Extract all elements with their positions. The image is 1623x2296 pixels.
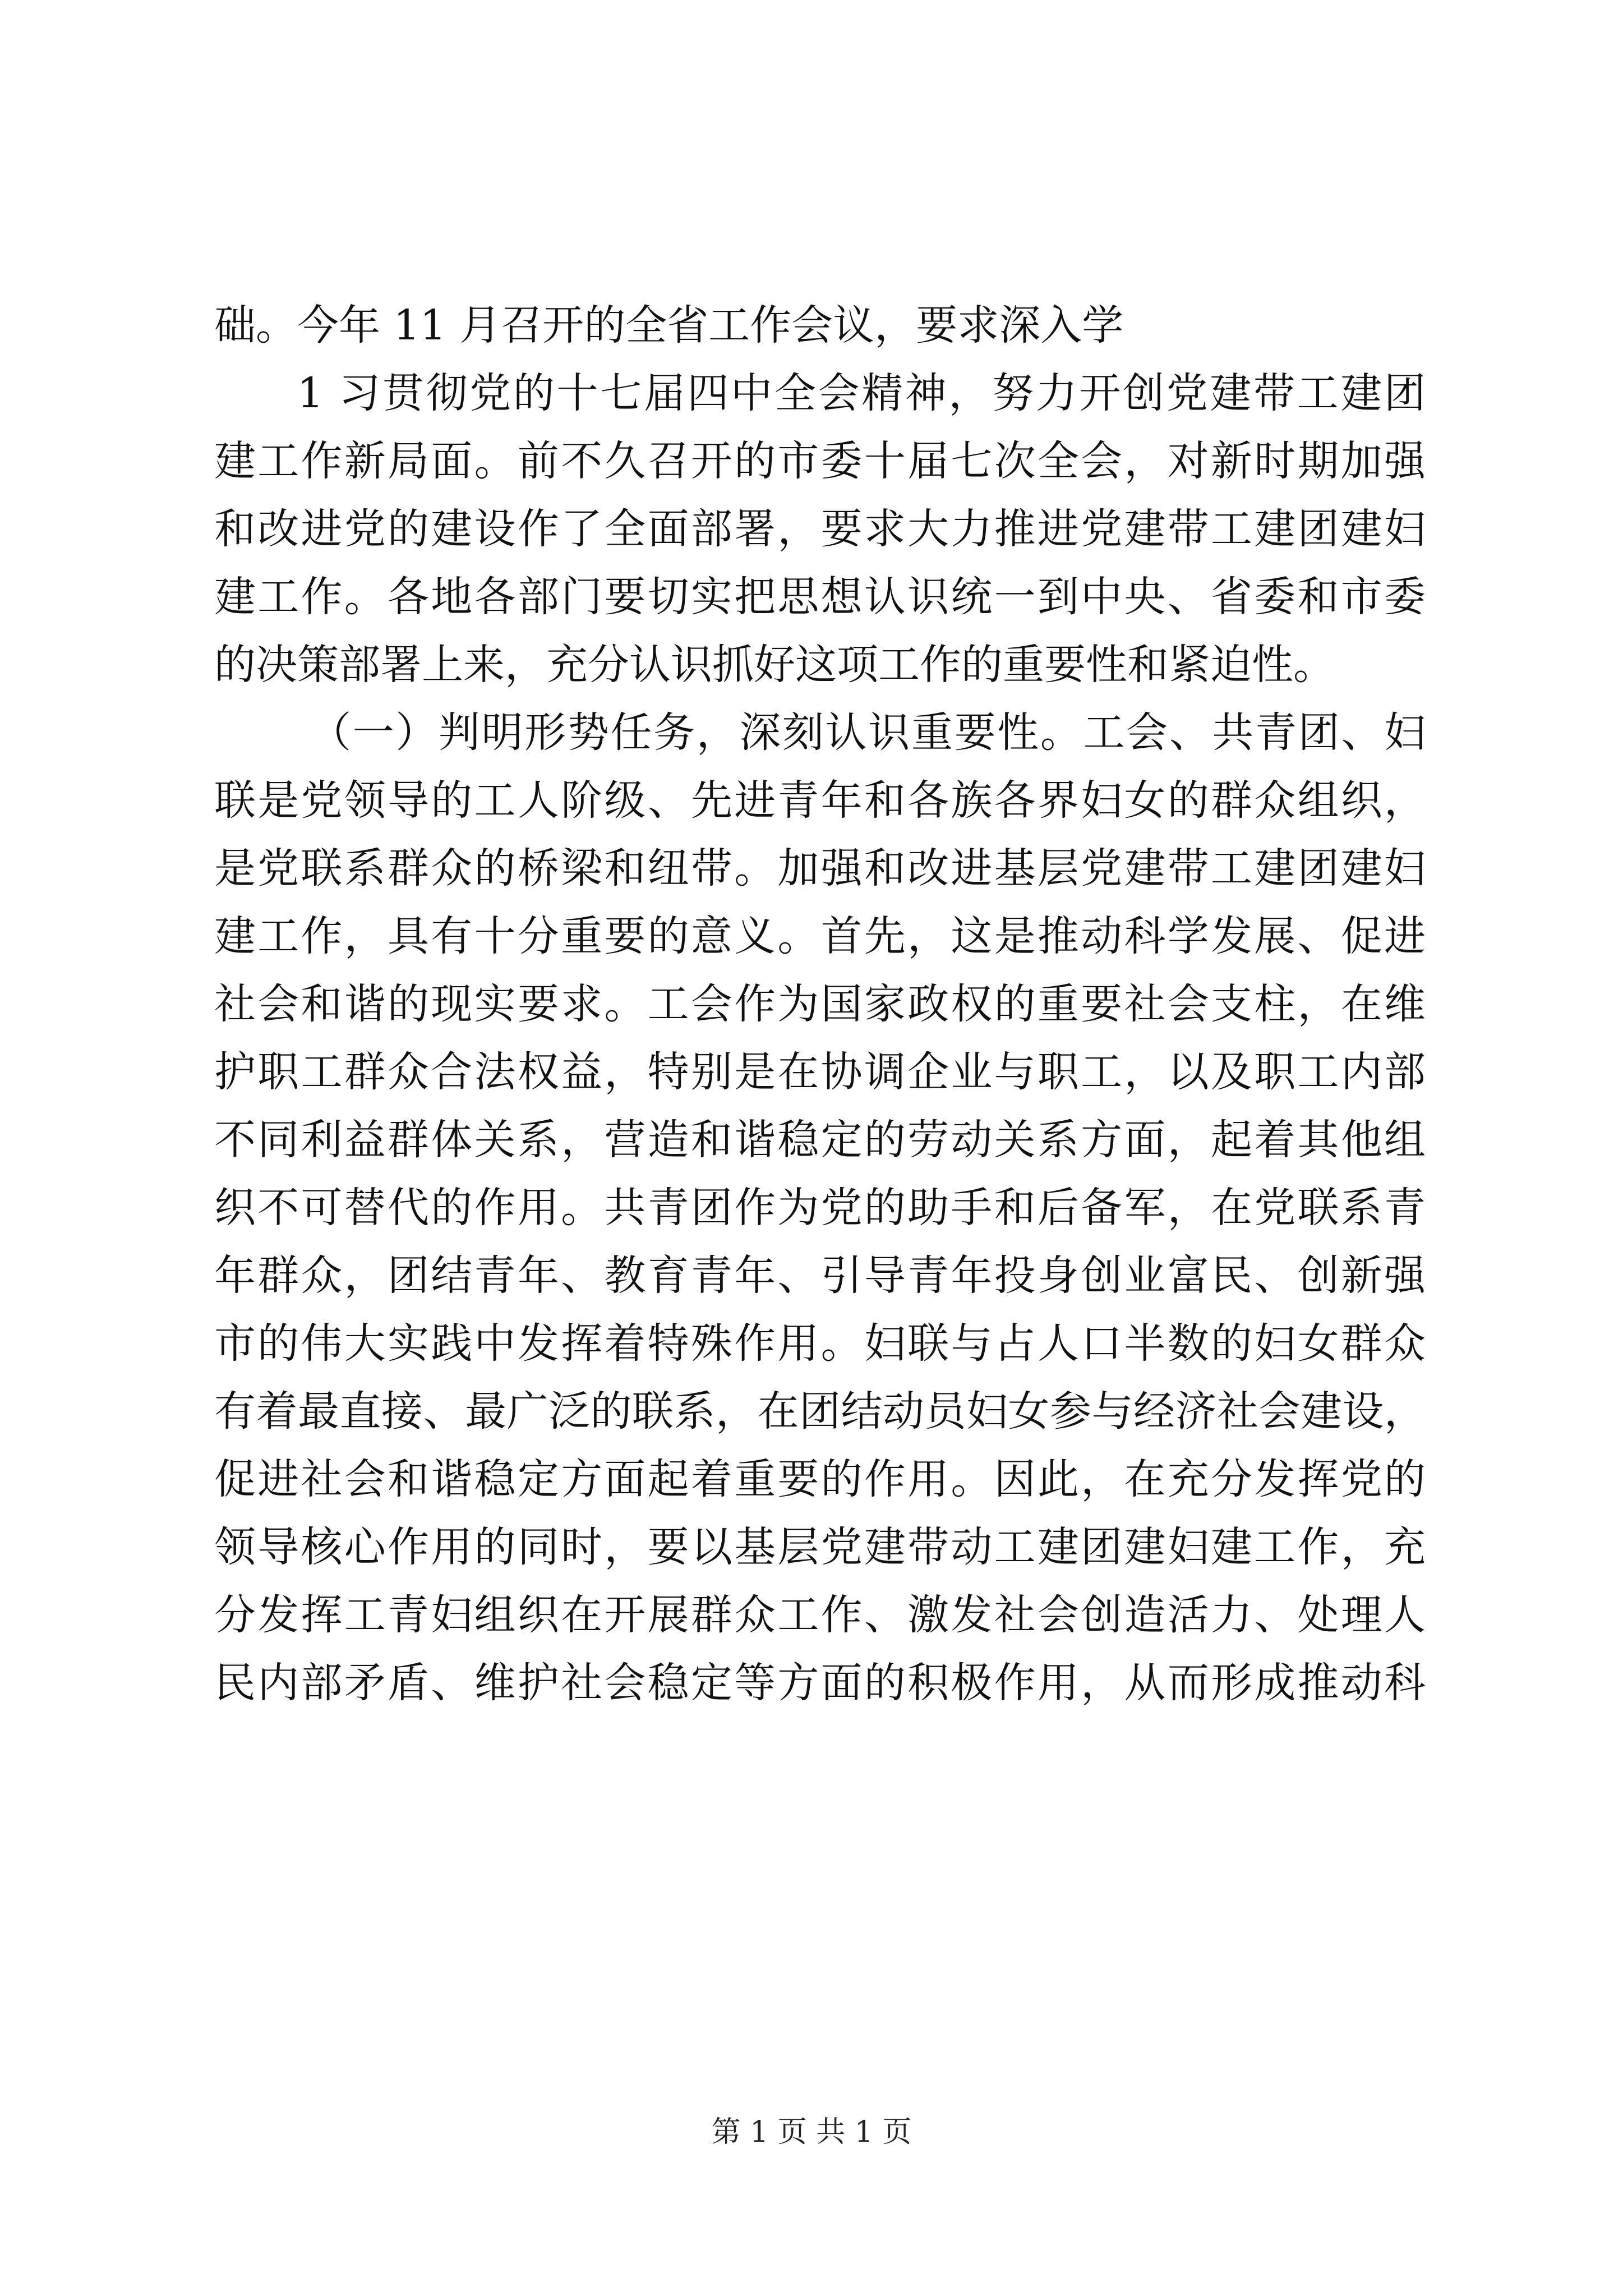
text-line: 础。今年 11 月召开的全省工作会议，要求深入学 [214,301,1124,349]
text-line: 的决策部署上来，充分认识抓好这项工作的重要性和紧迫性。 [214,641,1335,689]
text-line: 促进社会和谐稳定方面起着重要的作用。因此，在充分发挥党的 [214,1455,1426,1503]
text-line: 和改进党的建设作了全面部署，要求大力推进党建带工建团建妇 [214,505,1426,553]
text-line: 分发挥工青妇组织在开展群众工作、激发社会创造活力、处理人 [214,1591,1426,1639]
text-line: 社会和谐的现实要求。工会作为国家政权的重要社会支柱，在维 [214,980,1426,1028]
document-body [214,292,1426,1717]
text-line: 民内部矛盾、维护社会稳定等方面的积极作用，从而形成推动科 [214,1659,1426,1707]
text-line: 市的伟大实践中发挥着特殊作用。妇联与占人口半数的妇女群众 [214,1319,1426,1368]
text-line: 建工作新局面。前不久召开的市委十届七次全会，对新时期加强 [214,437,1426,485]
text-line: 年群众，团结青年、教育青年、引导青年投身创业富民、创新强 [214,1251,1426,1300]
text-line: 联是党领导的工人阶级、先进青年和各族各界妇女的群众组织， [214,776,1426,825]
text-line: 领导核心作用的同时，要以基层党建带动工建团建妇建工作，充 [214,1523,1426,1571]
text-line: 不同利益群体关系，营造和谐稳定的劳动关系方面，起着其他组 [214,1116,1426,1164]
text-line: 1 习贯彻党的十七届四中全会精神，努力开创党建带工建团 [297,369,1426,417]
text-line: 有着最直接、最广泛的联系，在团结动员妇女参与经济社会建设， [214,1387,1426,1435]
text-line: 织不可替代的作用。共青团作为党的助手和后备军，在党联系青 [214,1184,1426,1232]
page-number-label: 第 1 页 共 1 页 [711,2115,912,2149]
text-line: 建工作，具有十分重要的意义。首先，这是推动科学发展、促进 [214,912,1426,960]
section-heading-line: （一）判明形势任务，深刻认识重要性。工会、共青团、妇 [310,708,1426,757]
text-line: 建工作。各地各部门要切实把思想认识统一到中央、省委和市委 [214,573,1426,621]
text-line: 护职工群众合法权益，特别是在协调企业与职工，以及职工内部 [214,1048,1426,1096]
page-footer [0,2108,1623,2150]
text-line: 是党联系群众的桥梁和纽带。加强和改进基层党建带工建团建妇 [214,844,1426,892]
